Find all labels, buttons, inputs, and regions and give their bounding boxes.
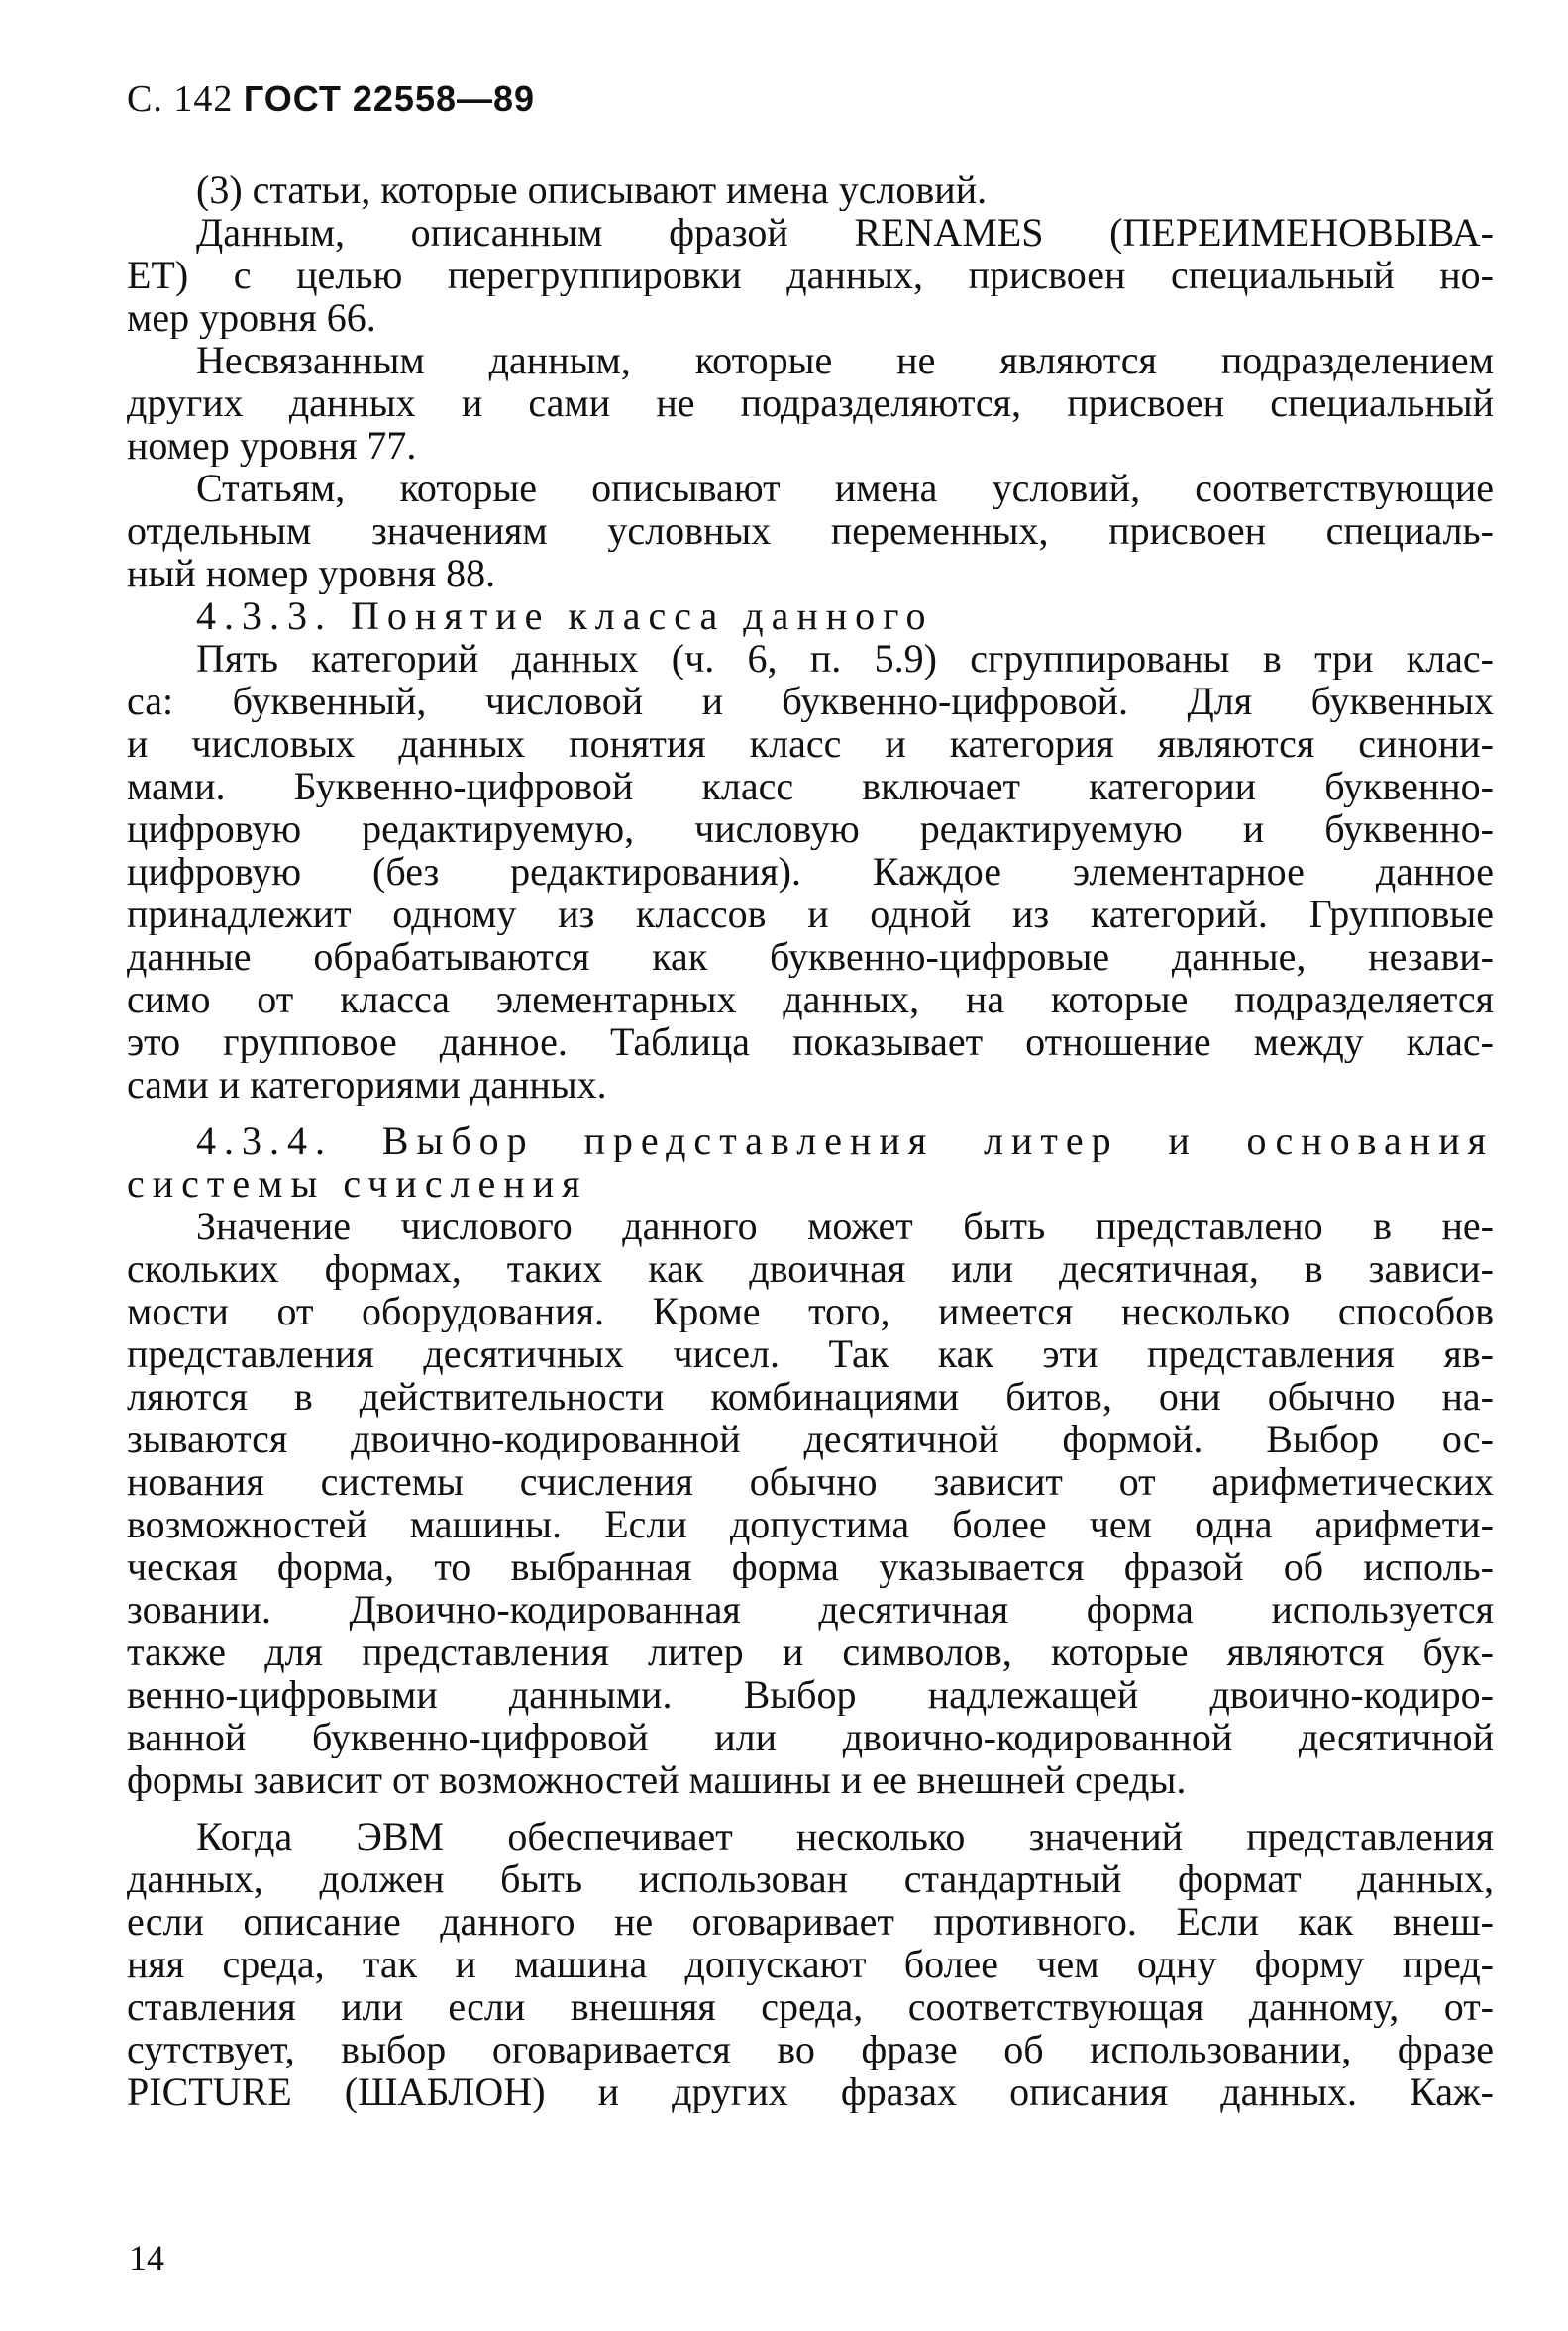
text-line: ческая форма, то выбранная форма указывается фразой об исполь- bbox=[127, 1545, 1494, 1588]
text-line: сами и категориями данных. bbox=[127, 1063, 607, 1106]
text-line: няя среда, так и машина допускают более чем одну форму пред- bbox=[127, 1943, 1494, 1985]
text-line: PICTURE (ШАБЛОН) и других фразах описания данных. Каж- bbox=[127, 2070, 1494, 2113]
text-line: данные обрабатываются как буквенно-цифровые данные, незави- bbox=[127, 935, 1494, 978]
paragraph-gap bbox=[127, 1801, 1494, 1815]
text-line: цифровую (без редактирования). Каждое элементарное данное bbox=[127, 850, 1494, 893]
text-line: представления десятичных чисел. Так как эти представления яв- bbox=[127, 1332, 1494, 1375]
standard-title: ГОСТ 22558—89 bbox=[243, 78, 536, 119]
section-heading-line: 4.3.3. Понятие класса данного bbox=[196, 594, 934, 637]
section-heading-line: системы счисления bbox=[127, 1162, 588, 1205]
text-line: ный номер уровня 88. bbox=[127, 552, 496, 594]
text-line: Когда ЭВМ обеспечивает несколько значений представления bbox=[196, 1815, 1494, 1857]
text-line: (3) статьи, которые описывают имена условий. bbox=[196, 168, 988, 211]
text-line: венно-цифровыми данными. Выбор надлежащей двоично-кодиро- bbox=[127, 1673, 1494, 1716]
text-line: Значение числового данного может быть представлено в не- bbox=[196, 1205, 1494, 1247]
text-line: Данным, описанным фразой RENAMES (ПЕРЕИМЕНОВЫВА- bbox=[196, 211, 1494, 254]
text-line: цифровую редактируемую, числовую редактируемую и буквенно- bbox=[127, 807, 1494, 850]
text-line: других данных и сами не подразделяются, присвоен специальный bbox=[127, 381, 1494, 424]
text-line: это групповое данное. Таблица показывает отношение между клас- bbox=[127, 1020, 1494, 1063]
text-line: симо от класса элементарных данных, на которые подразделяется bbox=[127, 978, 1494, 1020]
text-line: возможностей машины. Если допустима более чем одна арифмети- bbox=[127, 1503, 1494, 1545]
text-line: мер уровня 66. bbox=[127, 296, 376, 339]
text-line: если описание данного не оговаривает противного. Если как внеш- bbox=[127, 1900, 1494, 1943]
section-heading-line: 4.3.4. Выбор представления литер и основания bbox=[196, 1119, 1494, 1162]
text-line: отдельным значениям условных переменных, присвоен специаль- bbox=[127, 509, 1494, 552]
text-line: мости от оборудования. Кроме того, имеется несколько способов bbox=[127, 1290, 1494, 1332]
text-line: номер уровня 77. bbox=[127, 424, 417, 467]
text-line: ляются в действительности комбинациями битов, они обычно на- bbox=[127, 1375, 1494, 1418]
body-text bbox=[127, 168, 1494, 2113]
text-line: Пять категорий данных (ч. 6, п. 5.9) сгруппированы в три клас- bbox=[196, 637, 1494, 680]
text-line: Статьям, которые описывают имена условий, соответствующие bbox=[196, 467, 1494, 509]
text-line: зываются двоично-кодированной десятичной формой. Выбор ос- bbox=[127, 1418, 1494, 1460]
text-line: формы зависит от возможностей машины и ее внешней среды. bbox=[127, 1758, 1187, 1801]
text-line: и числовых данных понятия класс и категория являются синони- bbox=[127, 722, 1494, 765]
paragraph-gap bbox=[127, 1106, 1494, 1119]
text-line: ванной буквенно-цифровой или двоично-кодированной десятичной bbox=[127, 1716, 1494, 1758]
text-line: сутствует, выбор оговаривается во фразе об использовании, фразе bbox=[127, 2028, 1494, 2070]
text-line: нования системы счисления обычно зависит от арифметических bbox=[127, 1460, 1494, 1503]
text-line: скольких формах, таких как двоичная или десятичная, в зависи- bbox=[127, 1247, 1494, 1290]
page-header bbox=[127, 77, 535, 121]
text-line: также для представления литер и символов, которые являются бук- bbox=[127, 1631, 1494, 1673]
text-line: мами. Буквенно-цифровой класс включает категории буквенно- bbox=[127, 765, 1494, 807]
text-line: ЕТ) с целью перегруппировки данных, присвоен специальный но- bbox=[127, 254, 1494, 296]
text-line: принадлежит одному из классов и одной из категорий. Групповые bbox=[127, 893, 1494, 935]
text-line: данных, должен быть использован стандартный формат данных, bbox=[127, 1857, 1494, 1900]
text-line: са: буквенный, числовой и буквенно-цифровой. Для буквенных bbox=[127, 680, 1494, 722]
text-line: Несвязанным данным, которые не являются подразделением bbox=[196, 339, 1494, 381]
page-number: 14 bbox=[129, 2238, 164, 2278]
text-line: зовании. Двоично-кодированная десятичная форма используется bbox=[127, 1588, 1494, 1631]
text-line: ставления или если внешняя среда, соответствующая данному, от- bbox=[127, 1985, 1494, 2028]
page-label: С. 142 bbox=[127, 78, 234, 120]
